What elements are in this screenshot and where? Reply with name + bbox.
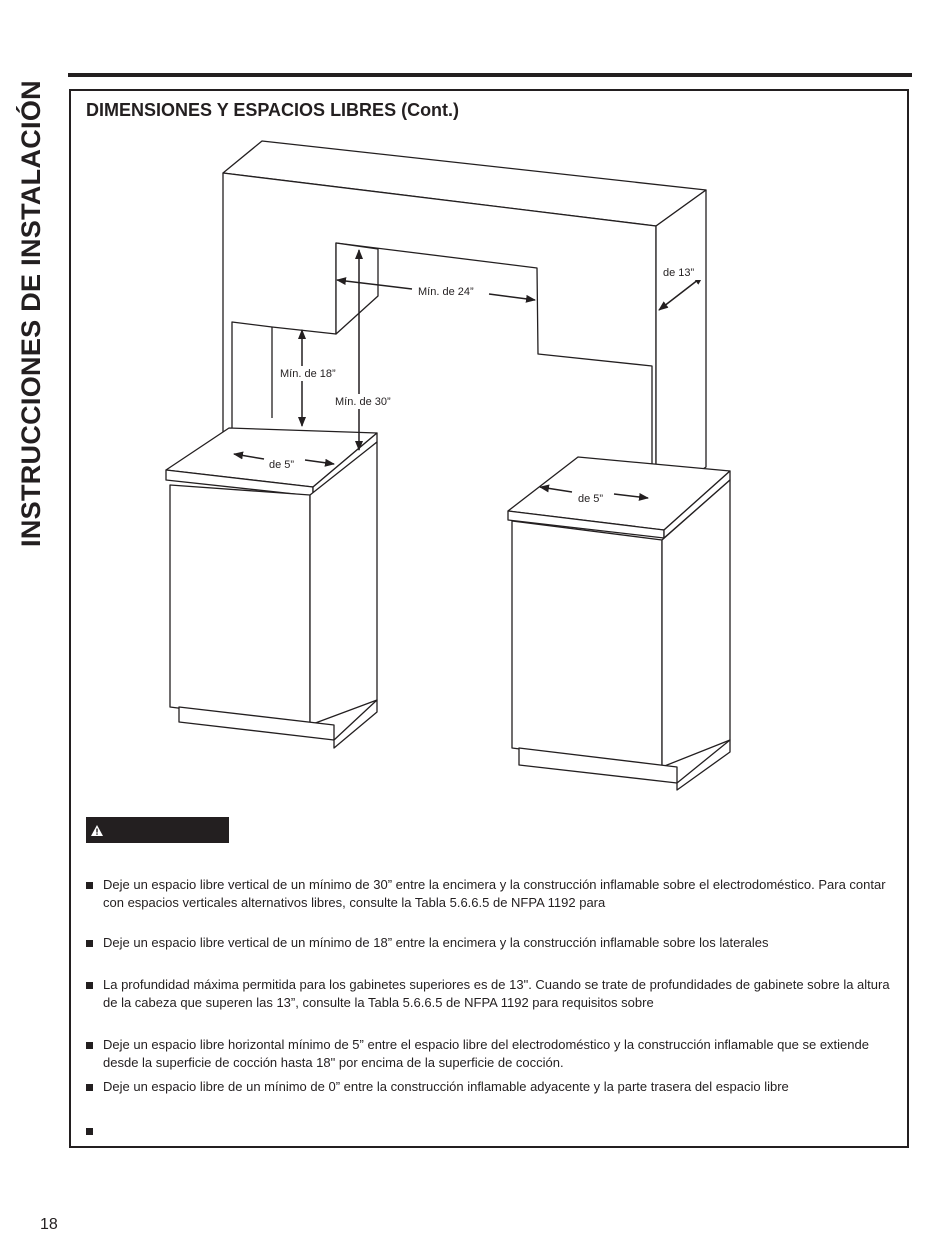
bullet-square-icon [86,940,93,947]
list-item [86,1036,898,1072]
bullet-square-icon [86,982,93,989]
bullet-square-icon [86,1042,93,1049]
list-item [86,976,898,1012]
bullet-text: Deje un espacio libre de un mínimo de 0” entre la construcción inflamable adyacente y la parte trasera del espacio libre [103,1079,789,1094]
label-left-5: de 5” [269,459,295,471]
right-cabinet-front [512,521,662,767]
upper-cabinet-side [656,190,706,500]
bullet-square-icon [86,1084,93,1091]
bullet-square-icon [86,1128,93,1135]
label-min-18: Mín. de 18” [280,368,336,380]
bullet-text: Deje un espacio libre vertical de un mínimo de 18” entre la encimera y la construcción inflamable sobre los laterales [103,935,769,950]
list-item [86,876,898,912]
label-min-24: Mín. de 24” [418,286,474,298]
list-item [86,934,898,952]
upper-opening-side [336,243,378,334]
arrow-min-24-right [489,294,535,300]
warning-bar [86,817,229,843]
list-item [86,1078,898,1096]
page-number: 18 [40,1216,58,1233]
label-depth-13: de 13” [663,267,695,279]
bullet-text: La profundidad máxima permitida para los gabinetes superiores es de 13". Cuando se trate de profundidades de gabinete sobre la altura de la cabeza que superen las 13”, consulte la Tabla 5.6.6.5 de NFPA 1192 para requisitos sobre [103,977,890,1010]
warning-triangle-icon [91,825,103,836]
bullet-square-icon [86,882,93,889]
side-title-text: INSTRUCCIONES DE INSTALACIÓN [15,79,46,547]
bullet-text: Deje un espacio libre vertical de un mínimo de 30” entre la encimera y la construcción inflamable sobre el electrodoméstico. Para contar con espacios verticales alternativos libres, consulte la Tabla 5.6.6.5 de NFPA 1192 para [103,877,886,910]
label-right-5: de 5” [578,493,604,505]
label-min-30: Mín. de 30” [335,396,391,408]
bullet-text [103,1122,898,1135]
bullet-text: Deje un espacio libre horizontal mínimo de 5” entre el espacio libre del electrodoméstico y la construcción inflamable que se extiende desde la superficie de cocción hasta 18" por encima de la superficie de cocción. [103,1037,869,1070]
list-item [86,1122,898,1135]
section-heading: DIMENSIONES Y ESPACIOS LIBRES (Cont.) [86,100,460,120]
left-cabinet-front [170,485,310,725]
